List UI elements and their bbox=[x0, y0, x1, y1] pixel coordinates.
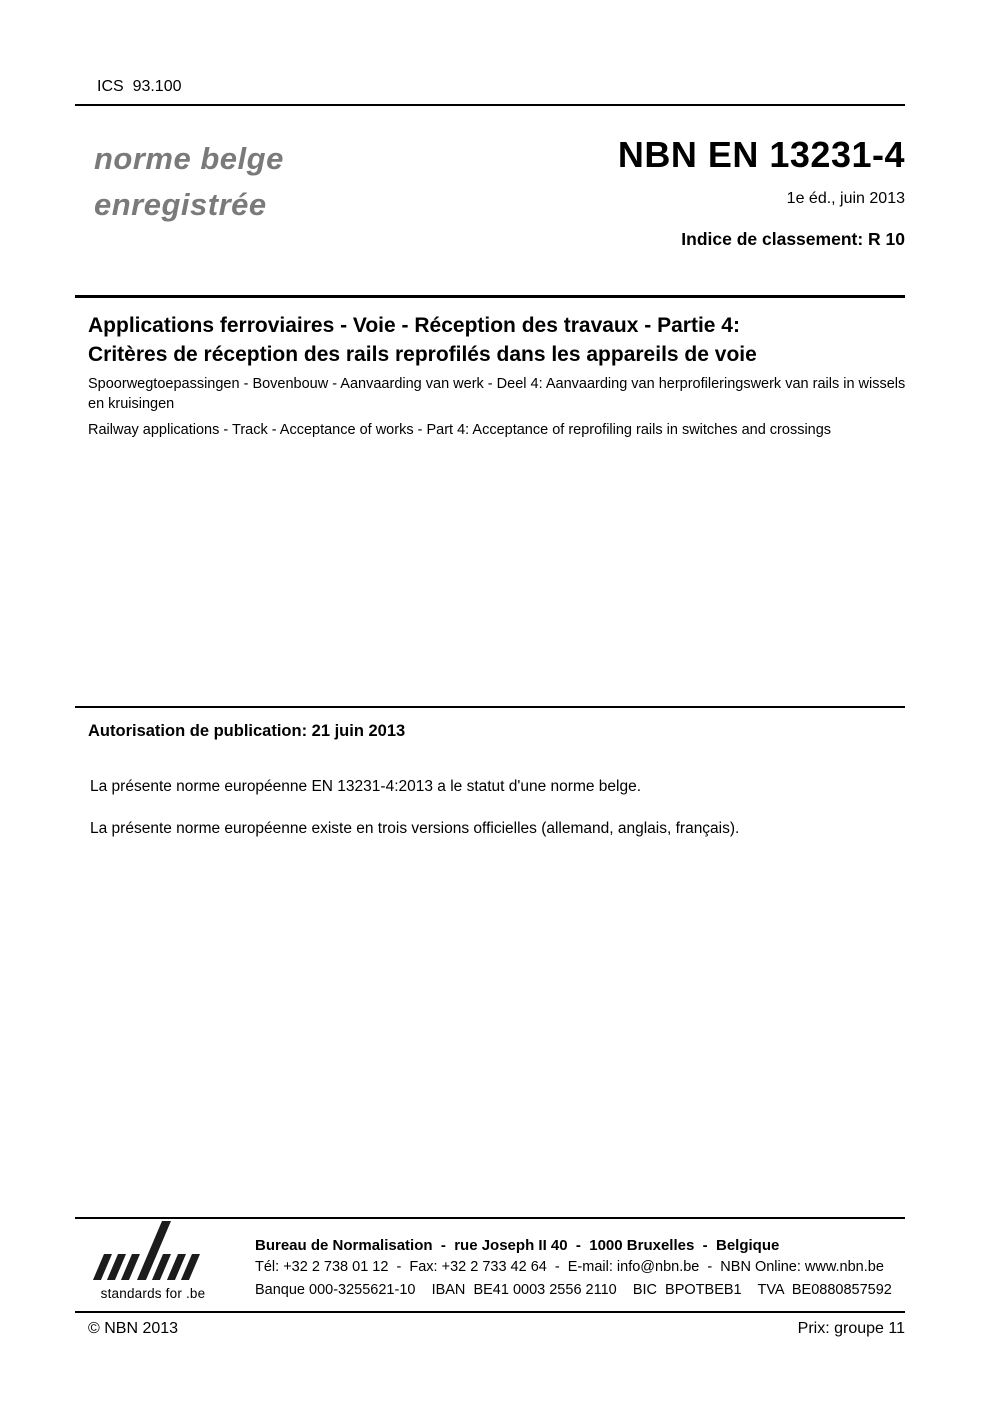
footer-divider-top bbox=[75, 1217, 905, 1219]
footer-contact: Tél: +32 2 738 01 12 - Fax: +32 2 733 42 64 - E-mail: info@nbn.be - NBN Online: www.nbn.be bbox=[255, 1259, 884, 1275]
nbn-logo-tagline: standards for .be bbox=[100, 1286, 206, 1301]
versions-paragraph: La présente norme européenne existe en trois versions officielles (allemand, anglais, français). bbox=[90, 820, 740, 837]
title-english: Railway applications - Track - Acceptance of works - Part 4: Acceptance of reprofiling rails in switches and crossings bbox=[88, 422, 832, 438]
norme-belge-line1: norme belge bbox=[94, 141, 284, 176]
status-paragraph: La présente norme européenne EN 13231-4:2013 a le statut d'une norme belge. bbox=[90, 778, 642, 795]
ics-code: ICS 93.100 bbox=[97, 78, 182, 95]
title-dutch: Spoorwegtoepassingen - Bovenbouw - Aanvaarding van werk - Deel 4: Aanvaarding van herprofileringswerk van rails in wissels en kruisingen bbox=[88, 376, 906, 412]
title-french-line2: Critères de réception des rails reprofilés dans les appareils de voie bbox=[88, 343, 757, 366]
norme-belge-logotype bbox=[94, 136, 284, 228]
document-number: NBN EN 13231-4 bbox=[617, 134, 905, 175]
copyright-notice: © NBN 2013 bbox=[88, 1320, 179, 1337]
footer-bank: Banque 000-3255621-10 IBAN BE41 0003 2556 2110 BIC BPOTBEB1 TVA BE0880857592 bbox=[255, 1282, 892, 1298]
footer-divider-bottom bbox=[75, 1311, 905, 1313]
footer-address: Bureau de Normalisation - rue Joseph II 40 - 1000 Bruxelles - Belgique bbox=[255, 1237, 780, 1254]
edition-date: 1e éd., juin 2013 bbox=[786, 190, 905, 207]
price-group: Prix: groupe 11 bbox=[797, 1320, 905, 1337]
nbn-logo bbox=[88, 1221, 222, 1287]
title-french-line1: Applications ferroviaires - Voie - Réception des travaux - Partie 4: bbox=[88, 314, 740, 337]
classification-index: Indice de classement: R 10 bbox=[681, 229, 905, 249]
authorization-line: Autorisation de publication: 21 juin 2013 bbox=[88, 722, 406, 740]
top-divider bbox=[75, 104, 905, 106]
title-french bbox=[88, 311, 918, 369]
authorization-divider bbox=[75, 706, 905, 708]
title-divider bbox=[75, 295, 905, 298]
norme-belge-line2: enregistrée bbox=[94, 187, 267, 222]
